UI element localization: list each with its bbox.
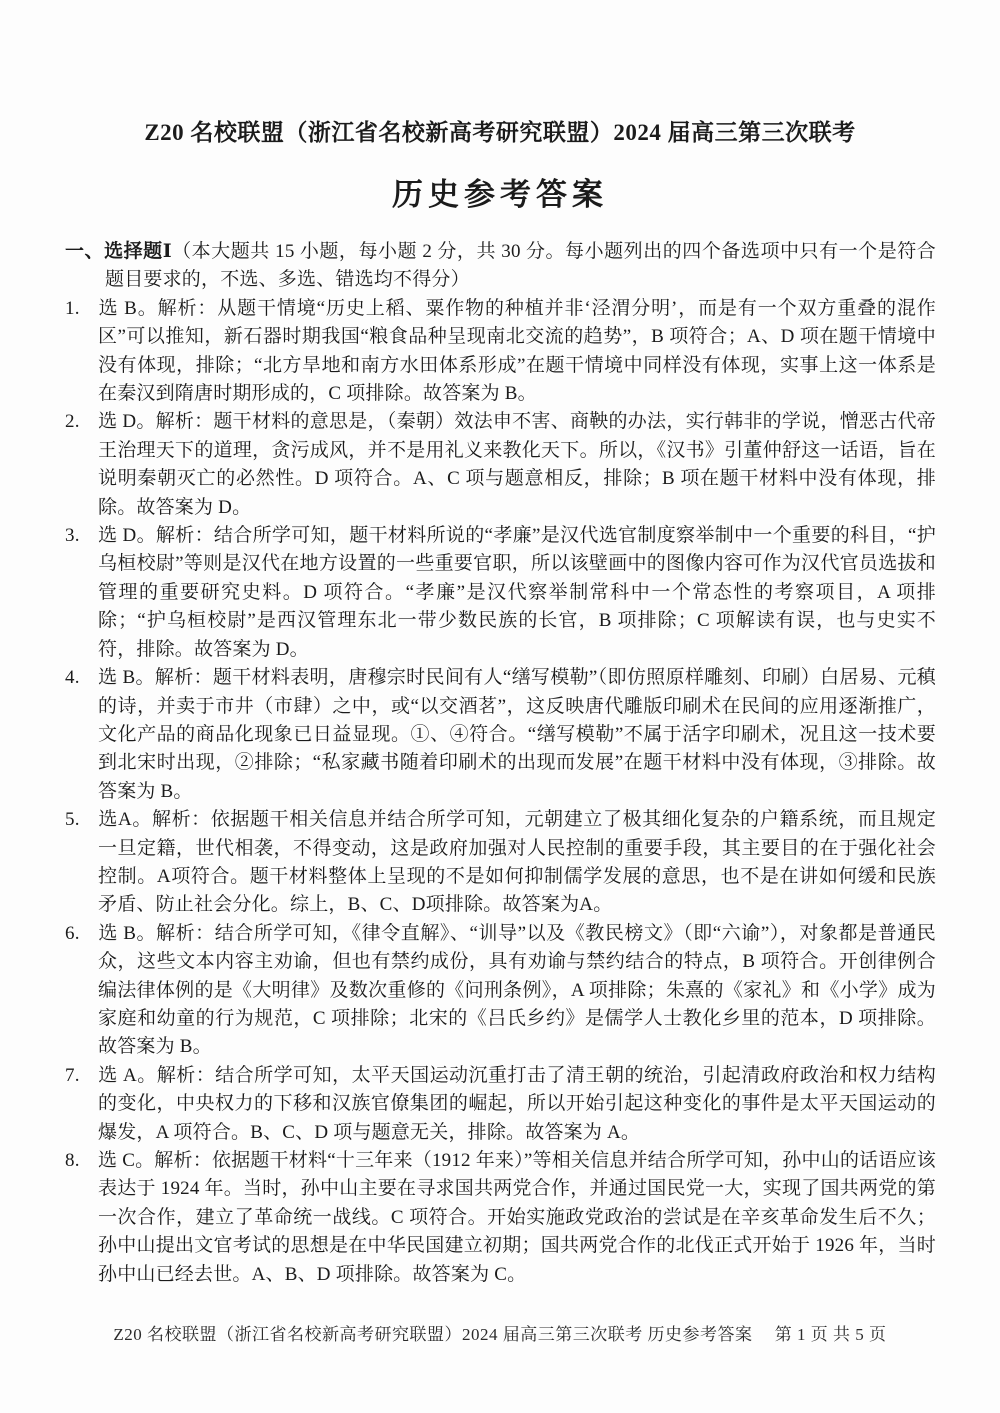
item-text: 选 B。解析：题干材料表明，唐穆宗时民间有人“缮写模勒”（即仿照原样雕刻、印刷）白居易、元稹的诗，并卖于市井（市肆）之中，或“以交酒茗”，这反映唐代雕版印刷术在民间的应用逐渐推广，文化产品的商品化现象已日益显现。①、④符合。“缮写模勒”不属于活字印刷术，况且这一技术要到北宋时出现，②排除；“私家藏书随着印刷术的出现而发展”在题干材料中没有体现，③排除。故答案为 B。 xyxy=(98,667,936,802)
section-intro-text: （本大题共 15 小题，每小题 2 分，共 30 分。每小题列出的四个备选项中只有一个是符合题目要求的，不选、多选、错选均不得分） xyxy=(105,241,936,291)
answer-item-1 xyxy=(65,295,936,409)
answer-item-8 xyxy=(65,1147,936,1289)
answer-item-3 xyxy=(65,522,936,664)
document-subtitle: 历史参考答案 xyxy=(392,177,608,212)
item-number: 7. xyxy=(65,1064,80,1086)
item-text: 选 B。解析：从题干情境“历史上稻、粟作物的种植并非‘泾渭分明’，而是有一个双方重叠的混作区”可以推知，新石器时期我国“粮食品种呈现南北交流的趋势”，B 项符合；A、D 项在题干情境中没有体现，排除；“北方旱地和南方水田体系形成”在题干情境中同样没有体现，实事上这一体系是在秦汉到隋唐时期形成的，C 项排除。故答案为 B。 xyxy=(98,297,936,405)
section-header xyxy=(65,238,936,295)
item-number: 1. xyxy=(65,297,80,319)
item-text: 选 D。解析：题干材料的意思是，（秦朝）效法申不害、商鞅的办法，实行韩非的学说，憎恶古代帝王治理天下的道理，贪污成风，并不是用礼义来教化天下。所以，《汉书》引董仲舒这一话语，旨在说明秦朝灭亡的必然性。D 项符合。A、C 项与题意相反，排除；B 项在题干材料中没有体现，排除。故答案为 D。 xyxy=(98,411,936,518)
answers-body xyxy=(65,238,936,1289)
page-footer: Z20 名校联盟（浙江省名校新高考研究联盟）2024 届高三第三次联考 历史参考答案 第 1 页 共 5 页 xyxy=(113,1325,887,1344)
item-number: 8. xyxy=(65,1150,80,1171)
answer-item-4 xyxy=(65,664,936,806)
item-text: 选 A。解析：结合所学可知，太平天国运动沉重打击了清王朝的统治，引起清政府政治和权力结构的变化，中央权力的下移和汉族官僚集团的崛起，所以开始引起这种变化的事件是太平天国运动的爆发，A 项符合。B、C、D 项与题意无关，排除。故答案为 A。 xyxy=(98,1064,936,1143)
item-text: 选 B。解析：结合所学可知，《律令直解》、“训导”以及《教民榜文》（即“六谕”），对象都是普通民众，这些文本内容主劝谕，但也有禁约成份，具有劝谕与禁约结合的特点，B 项符合。开创律例合编法律体例的是《大明律》及数次重修的《问刑条例》，A 项排除；朱熹的《家礼》和《小学》成为家庭和幼童的行为规范，C 项排除；北宋的《吕氏乡约》是儒学人士教化乡里的范本，D 项排除。故答案为 B。 xyxy=(98,922,936,1058)
item-number: 3. xyxy=(65,525,80,547)
answer-item-2 xyxy=(65,408,936,522)
answer-item-5 xyxy=(65,806,936,920)
item-number: 4. xyxy=(65,667,80,689)
item-text: 选A。解析：依据题干相关信息并结合所学可知，元朝建立了极其细化复杂的户籍系统，而且规定一旦定籍，世代相袭，不得变动，这是政府加强对人民控制的重要手段，其主要目的在于强化社会控制。A项符合。题干材料整体上呈现的不是如何抑制儒学发展的意思，也不是在讲如何缓和民族矛盾、防止社会分化。综上，B、C、D项排除。故答案为A。 xyxy=(98,809,936,916)
answer-item-7 xyxy=(65,1062,936,1147)
item-text: 选 C。解析：依据题干材料“十三年来（1912 年来）”等相关信息并结合所学可知，孙中山的话语应该表达于 1924 年。当时，孙中山主要在寻求国共两党合作，并通过国民党一大，实现了国共两党的第一次合作，建立了革命统一战线。C 项符合。开始实施政党政治的尝试是在辛亥革命发生后不久；孙中山提出文官考试的思想是在中华民国建立初期；国共两党合作的北伐正式开始于 1926 年，当时孙中山已经去世。A、B、D 项排除。故答案为 C。 xyxy=(98,1150,936,1285)
section-title: 一、选择题Ⅰ xyxy=(65,241,173,262)
item-number: 5. xyxy=(65,809,80,831)
document-title: Z20 名校联盟（浙江省名校新高考研究联盟）2024 届高三第三次联考 xyxy=(144,120,856,145)
item-text: 选 D。解析：结合所学可知，题干材料所说的“孝廉”是汉代选官制度察举制中一个重要的科目，“护乌桓校尉”等则是汉代在地方设置的一些重要官职，所以该壁画中的图像内容可作为汉代官员选拔和管理的重要研究史料。D 项符合。“孝廉”是汉代察举制常科中一个常态性的考察项目，A 项排除；“护乌桓校尉”是西汉管理东北一带少数民族的长官，B 项排除；C 项解读有误，也与史实不符，排除。故答案为 D。 xyxy=(98,525,936,660)
item-number: 2. xyxy=(65,411,80,433)
answer-item-6 xyxy=(65,920,936,1062)
item-number: 6. xyxy=(65,922,80,944)
